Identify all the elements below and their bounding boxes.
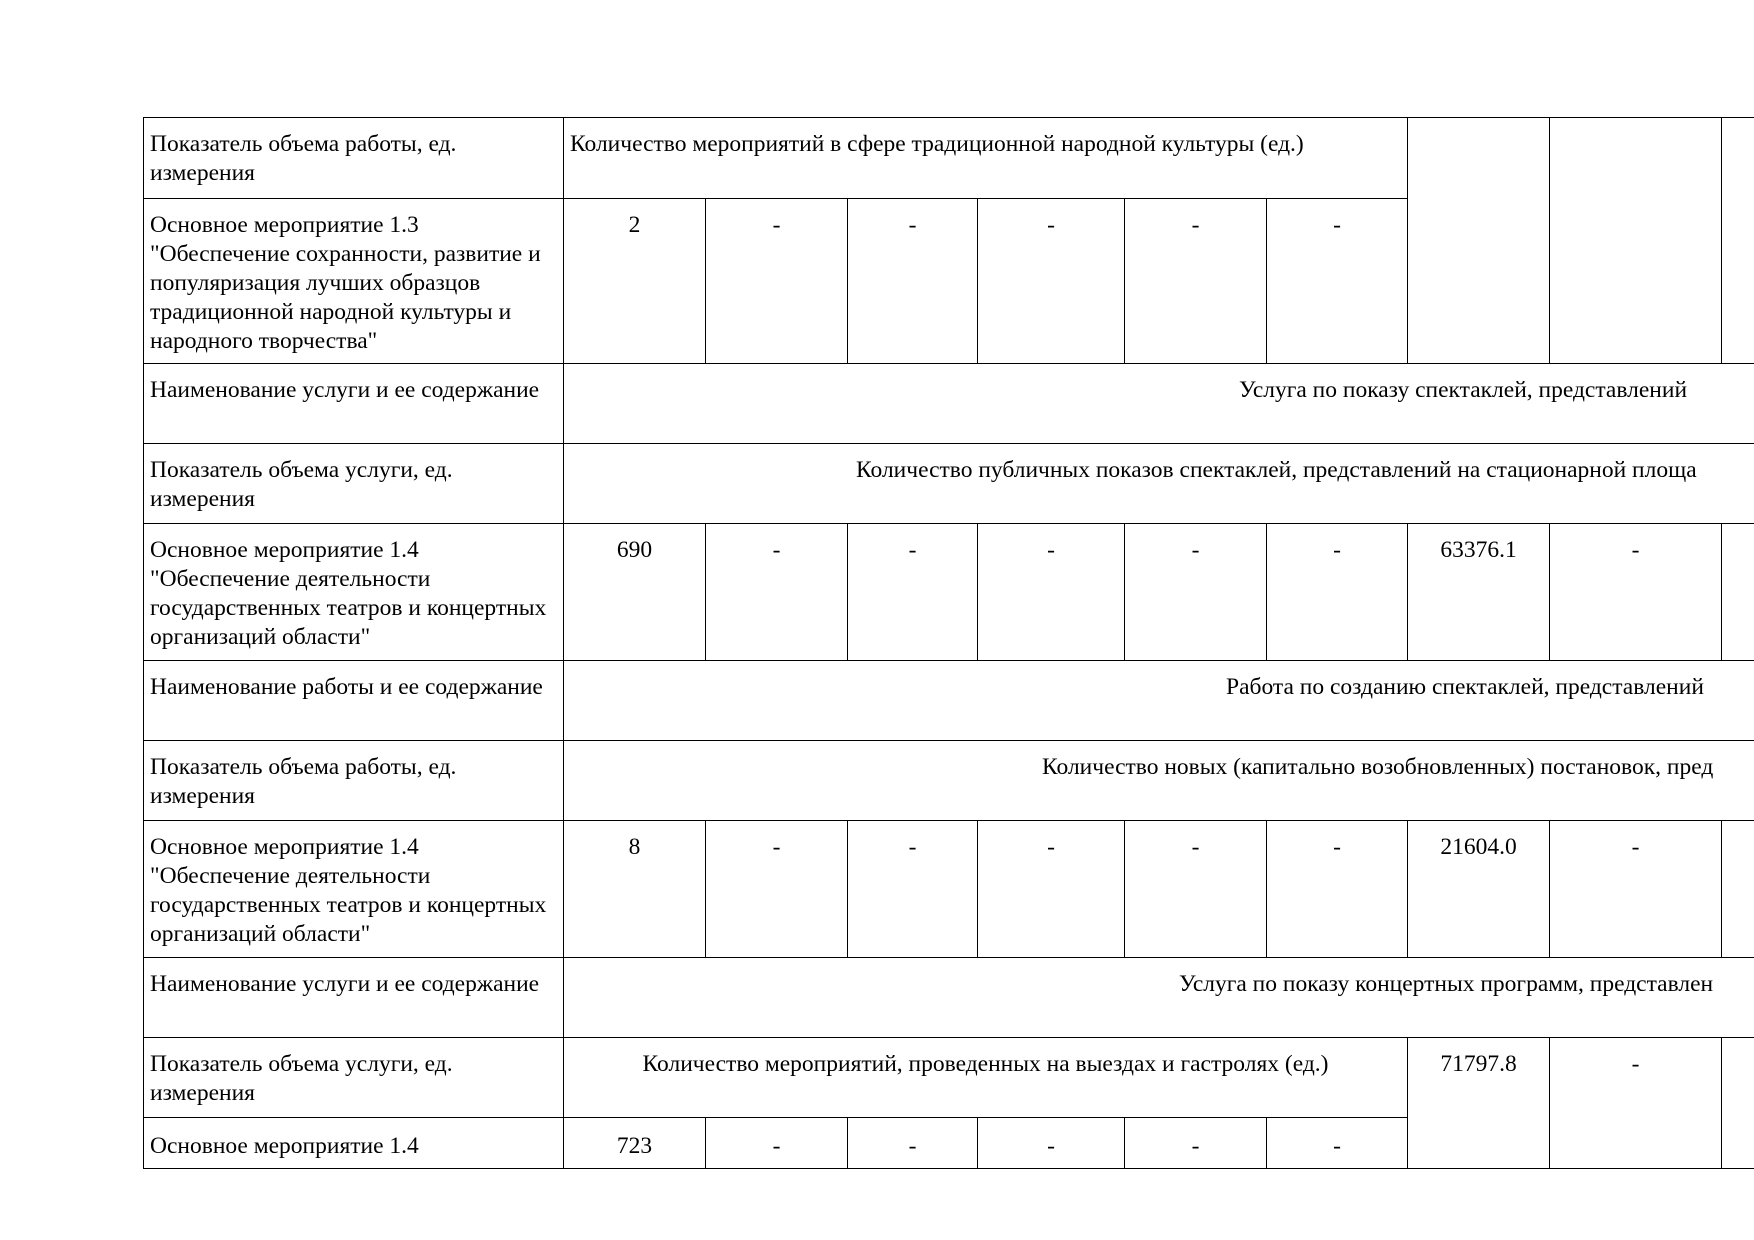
value-cell: - (978, 1118, 1125, 1169)
value-cell: - (706, 821, 848, 958)
value-cell: 690 (564, 524, 706, 661)
value-cell: - (1125, 1118, 1267, 1169)
row-label: Показатель объема услуги, ед. измерения (144, 444, 564, 524)
value-cell: - (1125, 199, 1267, 364)
value-cell: 2 (564, 199, 706, 364)
empty-cell (1722, 821, 1754, 958)
value-cell: - (1267, 199, 1408, 364)
empty-cell (1408, 118, 1550, 364)
value-cell: - (1125, 821, 1267, 958)
row-label: Показатель объема услуги, ед. измерения (144, 1038, 564, 1118)
row-work-text: Работа по созданию спектаклей, представлений (564, 661, 1754, 741)
row-label: Основное мероприятие 1.4 (144, 1118, 564, 1169)
row-label: Основное мероприятие 1.4 "Обеспечение деятельности государственных театров и концертных организаций области" (144, 821, 564, 958)
row-service-text: Услуга по показу концертных программ, представлен (564, 958, 1754, 1038)
row-label: Показатель объема работы, ед. измерения (144, 741, 564, 821)
value-cell: - (706, 1118, 848, 1169)
row-indicator-text: Количество новых (капитально возобновленных) постановок, пред (564, 741, 1754, 821)
value-cell: - (1550, 524, 1722, 661)
table-row (144, 821, 1754, 958)
value-cell: - (1550, 821, 1722, 958)
table-row (144, 444, 1754, 524)
row-label: Основное мероприятие 1.3 "Обеспечение сохранности, развитие и популяризация лучших образцов традиционной народной культуры и народного творчества" (144, 199, 564, 364)
table-row (144, 661, 1754, 741)
value-cell: - (848, 199, 978, 364)
value-cell: - (1125, 524, 1267, 661)
row-label: Основное мероприятие 1.4 "Обеспечение деятельности государственных театров и концертных организаций области" (144, 524, 564, 661)
row-indicator-text: Количество публичных показов спектаклей, представлений на стационарной площа (564, 444, 1754, 524)
row-indicator-text: Количество мероприятий в сфере традиционной народной культуры (ед.) (564, 118, 1408, 199)
empty-cell (1722, 524, 1754, 661)
value-cell: - (706, 524, 848, 661)
value-cell: - (978, 524, 1125, 661)
value-cell: 71797.8 (1408, 1038, 1550, 1169)
table-row (144, 524, 1754, 661)
value-cell: - (978, 199, 1125, 364)
table-row (144, 364, 1754, 444)
row-label: Наименование услуги и ее содержание (144, 364, 564, 444)
value-cell: - (1267, 1118, 1408, 1169)
table-row (144, 118, 1754, 199)
value-cell: - (1267, 821, 1408, 958)
row-service-text: Услуга по показу спектаклей, представлений (564, 364, 1754, 444)
value-cell: - (706, 199, 848, 364)
value-cell: 8 (564, 821, 706, 958)
table-row (144, 1038, 1754, 1118)
row-label: Наименование работы и ее содержание (144, 661, 564, 741)
value-cell: - (848, 524, 978, 661)
row-label: Показатель объема работы, ед. измерения (144, 118, 564, 199)
value-cell: - (848, 1118, 978, 1169)
value-cell: 723 (564, 1118, 706, 1169)
empty-cell (1550, 118, 1722, 364)
value-cell: 21604.0 (1408, 821, 1550, 958)
empty-cell (1722, 1038, 1754, 1169)
value-cell: - (848, 821, 978, 958)
table-row (144, 741, 1754, 821)
value-cell: - (1550, 1038, 1722, 1169)
value-cell: 63376.1 (1408, 524, 1550, 661)
row-indicator-text: Количество мероприятий, проведенных на выездах и гастролях (ед.) (564, 1038, 1408, 1118)
row-label: Наименование услуги и ее содержание (144, 958, 564, 1038)
indicator-table (143, 117, 1754, 1169)
value-cell: - (1267, 524, 1408, 661)
value-cell: - (978, 821, 1125, 958)
empty-cell (1722, 118, 1754, 364)
table-row (144, 958, 1754, 1038)
